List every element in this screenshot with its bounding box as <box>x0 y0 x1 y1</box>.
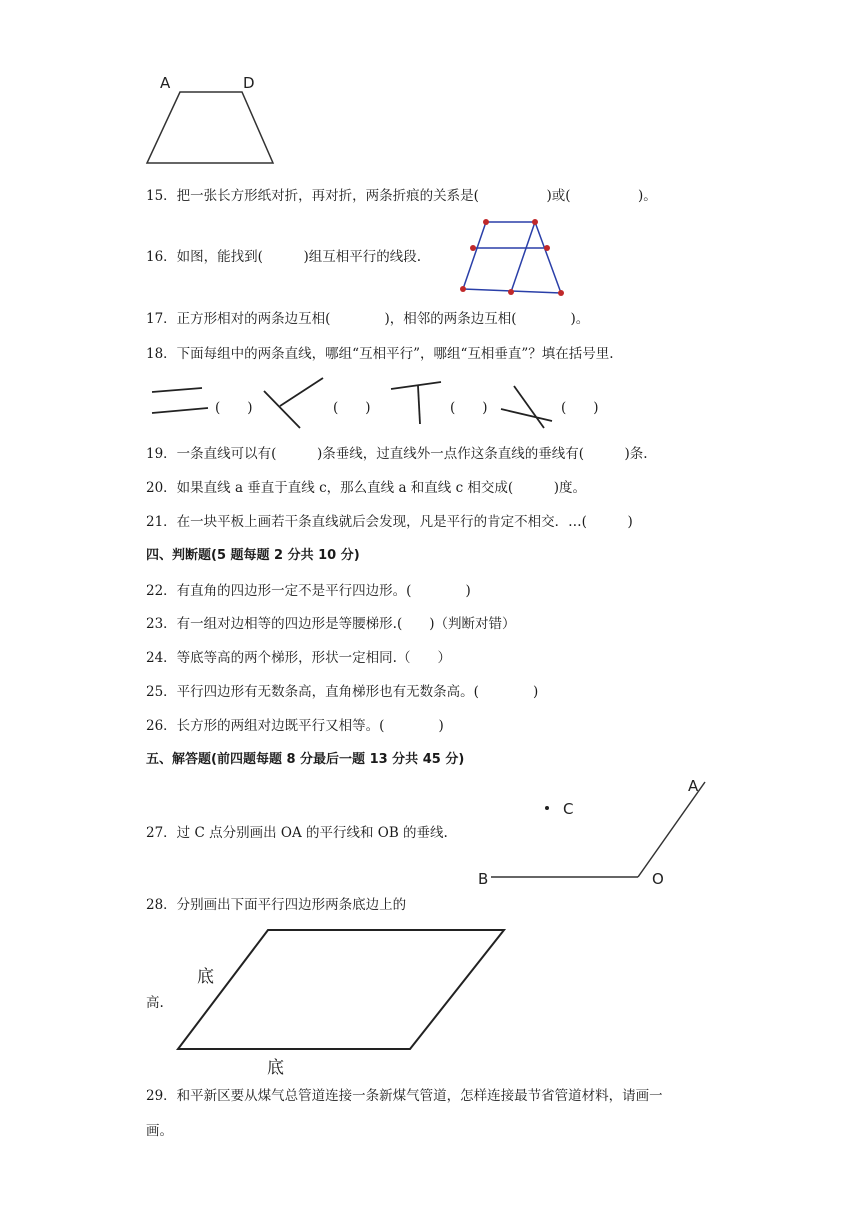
question-18: 18．下面每组中的两条直线，哪组“互相平行”，哪组“互相垂直”？填在括号里. <box>146 346 614 362</box>
line-pairs-figure <box>140 372 620 432</box>
q18-blank-2[interactable]: ( ) <box>333 400 371 416</box>
question-17: 17．正方形相对的两条边互相( )，相邻的两条边互相( )。 <box>146 311 590 327</box>
section-4-title: 四、判断题(5 题每题 2 分共 10 分) <box>146 548 360 563</box>
q18-blank-1[interactable]: ( ) <box>215 400 253 416</box>
question-25: 25．平行四边形有无数条高，直角梯形也有无数条高。( ) <box>146 684 539 700</box>
question-22: 22．有直角的四边形一定不是平行四边形。( ) <box>146 583 471 599</box>
pair4-line-a <box>501 409 552 421</box>
point-c <box>545 806 549 810</box>
trapezoid-label-d: D <box>243 74 255 92</box>
trapezoid-label-a: A <box>160 74 171 92</box>
question-28-end: 高. <box>146 995 164 1011</box>
angle-label-b: B <box>478 870 489 888</box>
pair4-line-b <box>514 386 544 428</box>
parallelogram-figure <box>170 922 515 1078</box>
question-19: 19．一条直线可以有( )条垂线，过直线外一点作这条直线的垂线有( )条. <box>146 446 648 462</box>
trapezoid-shape <box>147 92 273 163</box>
pair2-line-b <box>280 378 323 406</box>
angle-label-a: A <box>688 777 699 795</box>
section-5-title: 五、解答题(前四题每题 8 分最后一题 13 分共 45 分) <box>146 752 465 767</box>
trapezoid-figure <box>140 70 280 170</box>
question-28: 28．分别画出下面平行四边形两条底边上的 <box>146 897 407 913</box>
q18-blank-3[interactable]: ( ) <box>450 400 488 416</box>
angle-label-c: C <box>563 800 574 818</box>
question-27: 27．过 C 点分别画出 OA 的平行线和 OB 的垂线. <box>146 825 448 841</box>
pair1-line-b <box>152 408 208 413</box>
question-21: 21．在一块平板上画若干条直线就后会发现，凡是平行的肯定不相交．…( ) <box>146 514 633 530</box>
pair3-line-a <box>391 382 441 389</box>
question-16: 16．如图，能找到( )组互相平行的线段. <box>146 249 422 265</box>
question-26: 26．长方形的两组对边既平行又相等。( ) <box>146 718 444 734</box>
parallelogram-shape <box>178 930 504 1049</box>
question-24: 24．等底等高的两个梯形，形状一定相同.（ ） <box>146 650 451 666</box>
question-29: 29．和平新区要从煤气总管道连接一条新煤气管道，怎样连接最节省管道材料，请画一 <box>146 1088 663 1104</box>
ray-oa <box>638 782 705 877</box>
parallelogram-label-top: 底 <box>197 967 214 987</box>
parallel-segments-figure <box>455 215 575 300</box>
question-15: 15．把一张长方形纸对折，再对折，两条折痕的关系是( )或( )。 <box>146 188 657 204</box>
question-29-end: 画。 <box>146 1123 173 1139</box>
parallelogram-label-bottom: 底 <box>267 1058 284 1078</box>
question-23: 23．有一组对边相等的四边形是等腰梯形.( )（判断对错） <box>146 616 516 632</box>
pair3-line-b <box>418 386 420 424</box>
angle-figure <box>475 775 715 890</box>
question-20: 20．如果直线 a 垂直于直线 c，那么直线 a 和直线 c 相交成( )度。 <box>146 480 586 496</box>
pair1-line-a <box>152 388 202 392</box>
q18-blank-4[interactable]: ( ) <box>561 400 599 416</box>
angle-label-o: O <box>652 870 664 888</box>
